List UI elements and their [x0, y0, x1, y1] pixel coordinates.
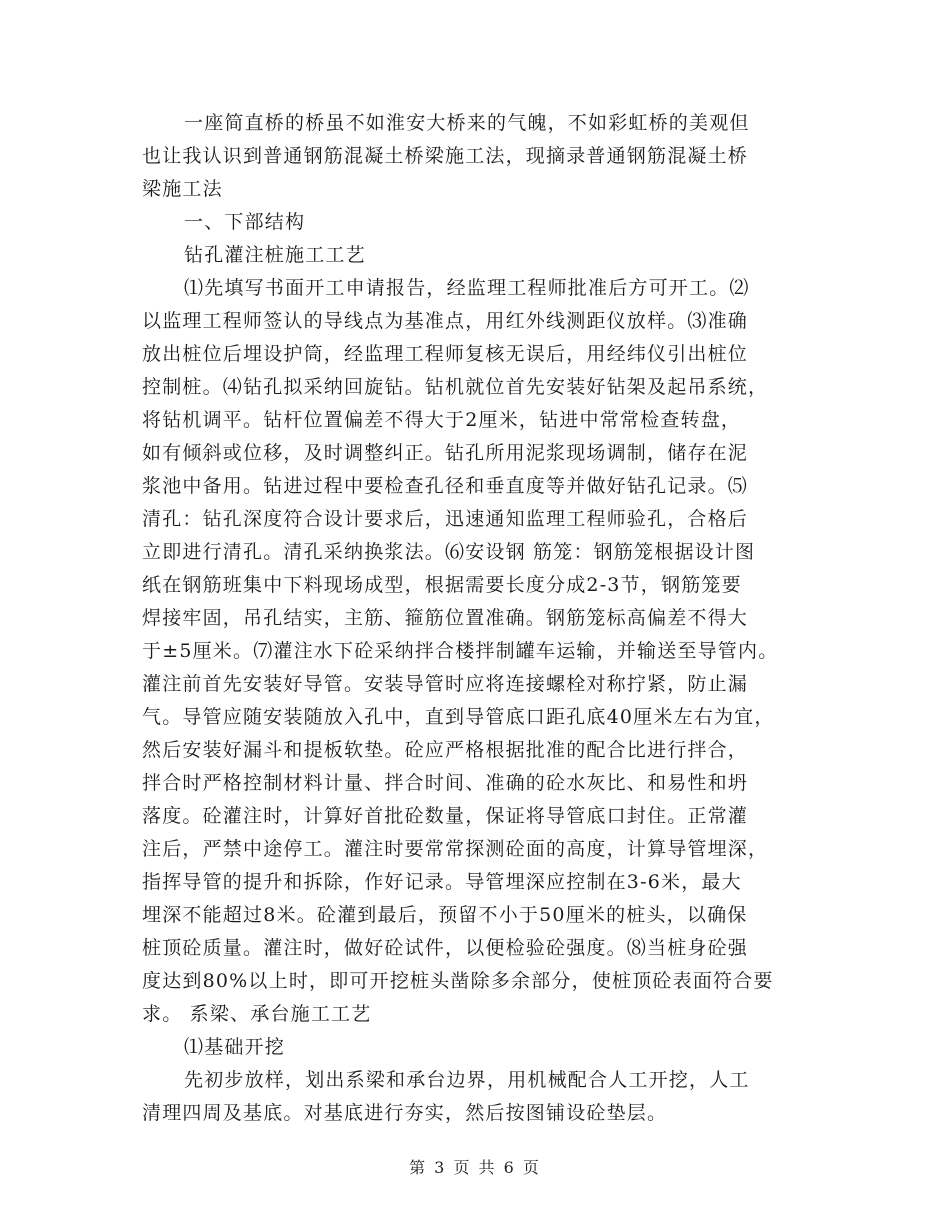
paragraph-line: 以监理工程师签认的导线点为基准点，用红外线测距仪放样。⑶准确 — [142, 310, 749, 332]
paragraph-line: 埋深不能超过8米。砼灌到最后，预留不小于50厘米的桩头，以确保 — [142, 904, 748, 926]
paragraph-line: 梁施工法 — [142, 178, 223, 200]
paragraph-line: ⑴先填写书面开工申请报告，经监理工程师批准后方可开工。⑵ — [184, 277, 750, 299]
page-footer: 第 3 页 共 6 页 — [409, 1158, 541, 1177]
paragraph-line: 气。导管应随安装随放入孔中，直到导管底口距孔底40厘米左右为宜， — [142, 706, 775, 728]
subsection-heading: 钻孔灌注桩施工工艺 — [184, 244, 366, 266]
subsection-heading: ⑴基础开挖 — [184, 1036, 286, 1058]
paragraph-line: 立即进行清孔。清孔采纳换浆法。⑹安设钢 筋笼：钢筋笼根据设计图 — [142, 541, 756, 563]
paragraph-line: 浆池中备用。钻进过程中要检查孔径和垂直度等并做好钻孔记录。⑸ — [142, 475, 749, 497]
paragraph-line: 将钻机调平。钻杆位置偏差不得大于2厘米，钻进中常常检查转盘， — [142, 409, 742, 431]
paragraph-line: 拌合时严格控制材料计量、拌合时间、准确的砼水灰比、和易性和坍 — [142, 772, 749, 794]
paragraph-line: 如有倾斜或位移，及时调整纠正。钻孔所用泥浆现场调制，储存在泥 — [142, 442, 749, 464]
paragraph-line: 清理四周及基底。对基底进行夯实，然后按图铺设砼垫层。 — [142, 1102, 668, 1124]
paragraph-line: 先初步放样，划出系梁和承台边界，用机械配合人工开挖，人工 — [184, 1069, 750, 1091]
paragraph-line: 焊接牢固，吊孔结实，主筋、箍筋位置准确。钢筋笼标高偏差不得大 — [142, 607, 749, 629]
paragraph-line: 于±5厘米。⑺灌注水下砼采纳拌合楼拌制罐车运输，并输送至导管内。 — [142, 640, 779, 662]
paragraph-line: 度达到80%以上时，即可开挖桩头凿除多余部分，使桩顶砼表面符合要 — [142, 970, 774, 992]
paragraph-line: 落度。砼灌注时，计算好首批砼数量，保证将导管底口封住。正常灌 — [142, 805, 749, 827]
paragraph-line: 也让我认识到普通钢筋混凝土桥梁施工法，现摘录普通钢筋混凝土桥 — [142, 145, 749, 167]
paragraph-line: 一座简直桥的桥虽不如淮安大桥来的气魄，不如彩虹桥的美观但 — [184, 112, 750, 134]
paragraph-line: 控制桩。⑷钻孔拟采纳回旋钻。钻机就位首先安装好钻架及起吊系统， — [142, 376, 769, 398]
paragraph-line: 清孔：钻孔深度符合设计要求后，迅速通知监理工程师验孔，合格后 — [142, 508, 749, 530]
paragraph-line: 注后，严禁中途停工。灌注时要常常探测砼面的高度，计算导管埋深， — [142, 838, 769, 860]
paragraph-line: 纸在钢筋班集中下料现场成型，根据需要长度分成2-3节，钢筋笼要 — [142, 574, 742, 596]
paragraph-line: 桩顶砼质量。灌注时，做好砼试件，以便检验砼强度。⑻当桩身砼强 — [142, 937, 749, 959]
paragraph-line: 指挥导管的提升和拆除，作好记录。导管埋深应控制在3-6米，最大 — [142, 871, 742, 893]
paragraph-line: 灌注前首先安装好导管。安装导管时应将连接螺栓对称拧紧，防止漏 — [142, 673, 749, 695]
paragraph-line: 然后安装好漏斗和提板软垫。砼应严格根据批准的配合比进行拌合， — [142, 739, 749, 761]
paragraph-line: 放出桩位后埋设护筒，经监理工程师复核无误后，用经纬仪引出桩位 — [142, 343, 749, 365]
paragraph-line: 求。 系梁、承台施工工艺 — [142, 1003, 372, 1025]
section-heading: 一、下部结构 — [184, 211, 306, 233]
